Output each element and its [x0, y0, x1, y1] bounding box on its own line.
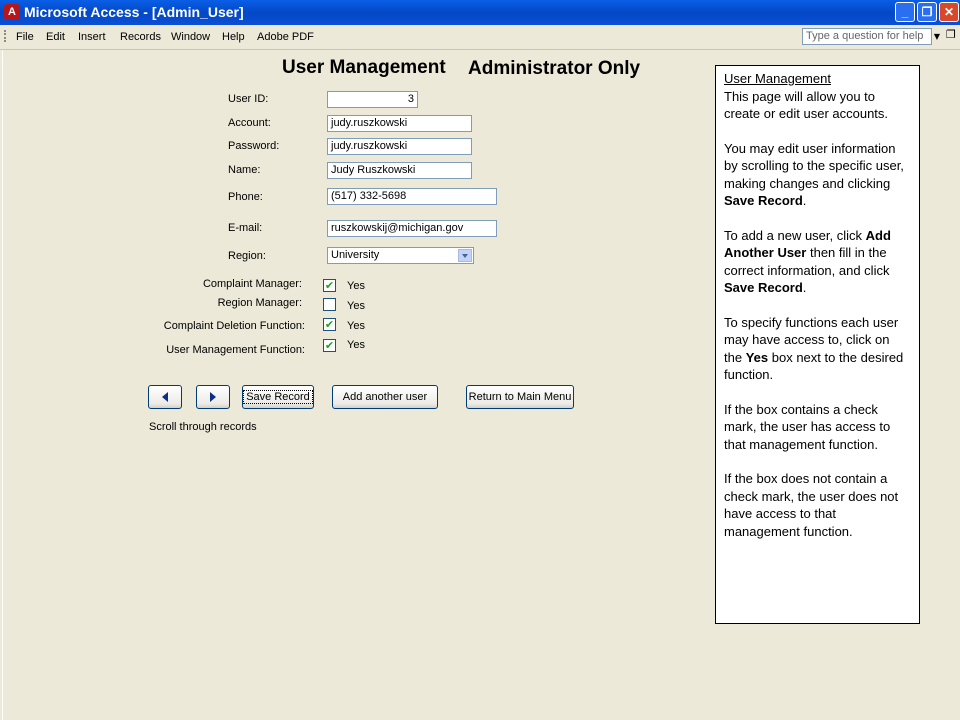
- add-user-button[interactable]: Add another user: [332, 385, 438, 409]
- name-field[interactable]: Judy Ruszkowski: [327, 162, 472, 179]
- title-bar: [0, 0, 960, 25]
- window-title: Microsoft Access - [Admin_User]: [24, 4, 244, 20]
- help-func-text-1: To specify functions each user may have access to, click on the: [724, 314, 899, 365]
- user-management-function-yes: Yes: [347, 339, 365, 351]
- minimize-button[interactable]: _: [895, 2, 915, 22]
- return-main-menu-button[interactable]: Return to Main Menu: [466, 385, 574, 409]
- help-add-bold-2: Save Record: [724, 280, 803, 295]
- help-add-text-1: To add a new user, click: [724, 227, 863, 243]
- email-label: E-mail:: [228, 222, 263, 234]
- menu-insert[interactable]: Insert: [78, 31, 106, 43]
- access-app-icon[interactable]: A: [4, 4, 20, 20]
- complaint-deletion-label: Complaint Deletion Function:: [163, 320, 305, 332]
- complaint-manager-label: Complaint Manager:: [202, 278, 302, 290]
- help-check: If the box contains a check mark, the user has access to that management function.: [724, 401, 891, 452]
- help-functions: [724, 314, 911, 384]
- user-id-label: User ID:: [228, 93, 269, 105]
- form-title: User Management: [282, 57, 446, 78]
- help-nocheck: If the box does not contain a check mark, the user does not have access to that management function.: [724, 471, 899, 539]
- complaint-deletion-yes: Yes: [347, 320, 365, 332]
- region-manager-label: Region Manager:: [217, 297, 302, 309]
- complaint-deletion-checkbox[interactable]: ✔: [324, 318, 335, 331]
- email-field[interactable]: ruszkowskij@michigan.gov: [327, 220, 497, 237]
- save-record-label: Save Record: [243, 390, 313, 404]
- help-intro: This page will allow you to create or edit user accounts.: [724, 88, 889, 121]
- toolbar-grip-icon[interactable]: [4, 30, 9, 42]
- ask-question-input[interactable]: Type a question for help: [802, 28, 932, 45]
- region-value: University: [331, 249, 380, 261]
- account-label: Account:: [228, 117, 271, 129]
- help-add-bold-1: Add Another User: [724, 227, 891, 260]
- menu-file[interactable]: File: [16, 31, 34, 43]
- help-panel: [715, 65, 920, 624]
- chevron-down-icon[interactable]: [458, 249, 472, 262]
- admin-only-label: Administrator Only: [468, 58, 641, 79]
- region-select[interactable]: [327, 247, 474, 264]
- complaint-manager-yes: Yes: [347, 280, 365, 292]
- help-header: User Management: [724, 71, 831, 86]
- user-id-field[interactable]: 3: [327, 91, 418, 108]
- complaint-manager-checkbox[interactable]: ✔: [324, 279, 335, 292]
- save-record-button[interactable]: [242, 385, 314, 409]
- restore-button[interactable]: ❐: [917, 2, 937, 22]
- menu-help[interactable]: Help: [222, 31, 245, 43]
- scroll-caption: Scroll through records: [149, 421, 257, 433]
- help-edit: You may edit user information by scrolling to the specific user, making changes and clicking Save Record.: [724, 140, 904, 208]
- phone-label: Phone:: [228, 191, 263, 203]
- help-edit-bold: Save Record: [724, 193, 803, 208]
- user-management-function-label: User Management Function:: [166, 344, 305, 356]
- name-label: Name:: [228, 164, 261, 176]
- previous-record-button[interactable]: [148, 385, 182, 409]
- help-add: To add a new user, click Add Another User then fill in the correct information, and click Save Record.: [724, 227, 891, 295]
- region-manager-yes: Yes: [347, 300, 365, 312]
- password-label: Password:: [228, 140, 280, 152]
- phone-field[interactable]: (517) 332-5698: [327, 188, 497, 205]
- help-edit-text: You may edit user information by scrolling to the specific user, making changes and clicking: [724, 140, 904, 191]
- menu-records[interactable]: Records: [120, 31, 161, 43]
- menu-edit[interactable]: Edit: [46, 31, 65, 43]
- account-field[interactable]: judy.ruszkowski: [327, 115, 472, 132]
- region-label: Region:: [228, 250, 266, 262]
- menu-bar: [0, 25, 960, 50]
- help-func-bold: Yes: [745, 349, 769, 365]
- close-button[interactable]: ✕: [939, 2, 959, 22]
- region-manager-checkbox[interactable]: [323, 298, 336, 311]
- help-func-text-2: box next to the desired function.: [724, 349, 904, 382]
- mdi-restore-icon[interactable]: ❐: [946, 28, 956, 41]
- next-record-button[interactable]: [196, 385, 230, 409]
- arrow-left-icon: [162, 392, 168, 402]
- password-field[interactable]: judy.ruszkowski: [327, 138, 472, 155]
- arrow-right-icon: [210, 392, 216, 402]
- user-management-function-checkbox[interactable]: ✔: [324, 339, 335, 352]
- menu-adobe-pdf[interactable]: Adobe PDF: [257, 31, 314, 43]
- ask-dropdown-icon[interactable]: ▼: [933, 32, 941, 41]
- help-add-text-2: then fill in the correct information, and click: [724, 245, 890, 278]
- menu-window[interactable]: Window: [171, 31, 211, 43]
